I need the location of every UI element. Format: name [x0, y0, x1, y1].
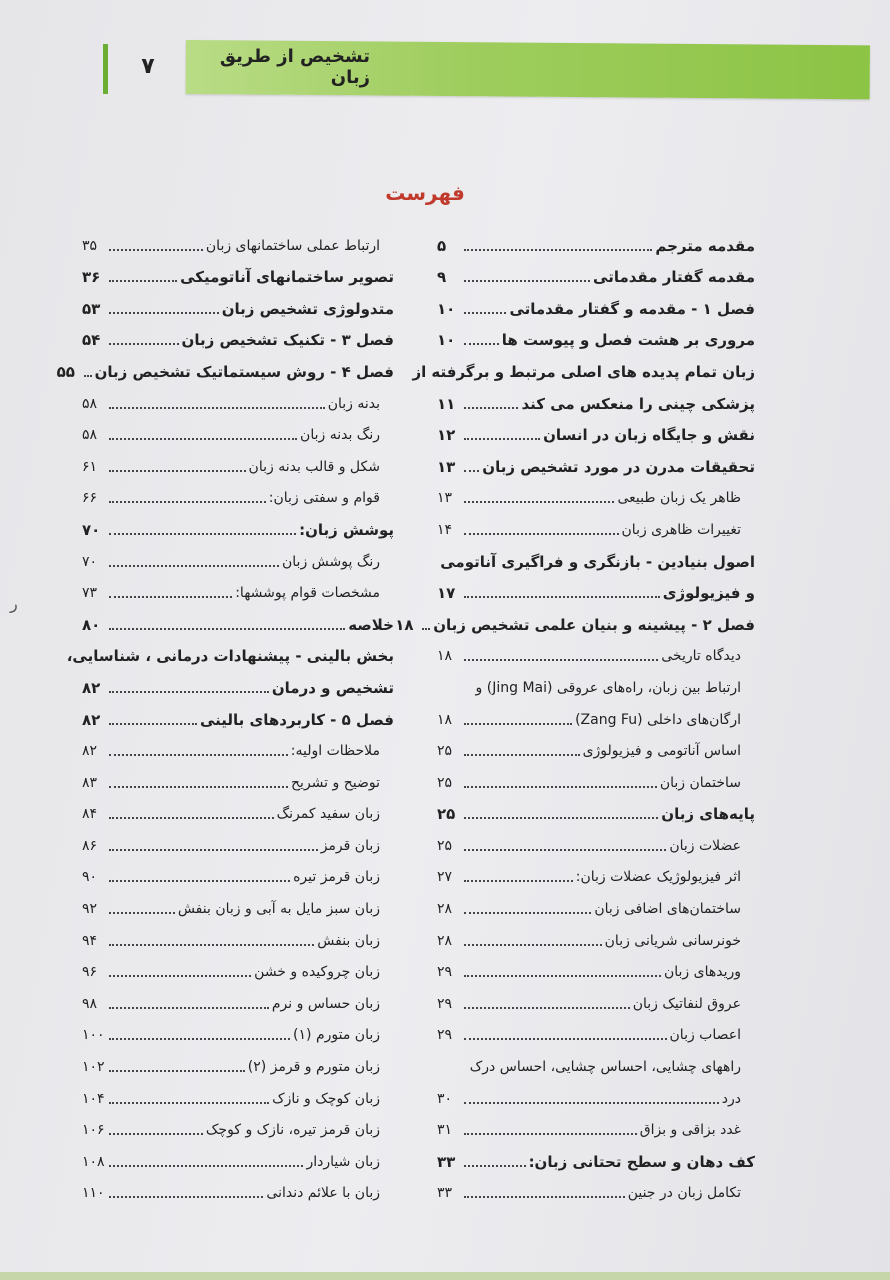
toc-entry-title: زبان تمام پدیده های اصلی مرتبط و برگرفته از [412, 362, 755, 381]
toc-entry [437, 982, 755, 1014]
toc-leader-dots [109, 786, 288, 788]
toc-entry-title: اساس آناتومی و فیزیولوژی [582, 743, 741, 760]
toc-entry-page: ۱۰۸ [82, 1153, 105, 1170]
toc-leader-dots [109, 691, 269, 693]
toc-entry [437, 919, 755, 951]
toc-leader-dots [464, 533, 619, 535]
toc-left-column [56, 224, 394, 1203]
toc-entry [82, 603, 394, 635]
toc-entry [82, 951, 394, 983]
toc-entry [437, 1014, 755, 1046]
toc-leader-dots [109, 249, 203, 251]
toc-entry-title: ساختمان زبان [659, 774, 741, 791]
toc-entry [82, 1077, 394, 1109]
toc-leader-dots [464, 975, 661, 977]
toc-entry [437, 256, 755, 288]
toc-leader-dots [109, 565, 279, 567]
toc-entry-title: زبان بنفش [317, 932, 380, 949]
toc-leader-dots [109, 975, 251, 977]
toc-entry [82, 540, 394, 572]
toc-leader-dots [109, 849, 318, 851]
toc-entry-title: نقش و جایگاه زبان در انسان [543, 426, 755, 445]
header-title: تشخیص از طریق زبان [219, 46, 370, 88]
toc-entry-page: ۲۵ [437, 743, 453, 760]
toc-leader-dots [464, 501, 614, 503]
toc-entry [437, 698, 755, 730]
toc-entry-page: ۵ [437, 236, 447, 255]
toc-entry-page: ۱۲ [437, 426, 456, 445]
toc-entry-title: زبان چروکیده و خشن [254, 964, 380, 981]
toc-leader-dots [109, 1038, 290, 1040]
toc-entry-title: راههای چشایی، احساس چشایی، احساس درک [469, 1059, 741, 1076]
toc-entry [82, 666, 394, 698]
toc-entry [437, 508, 755, 540]
toc-entry-page: ۶۱ [82, 458, 98, 475]
toc-leader-dots [109, 880, 290, 882]
toc-entry [82, 256, 394, 288]
toc-entry [82, 508, 394, 540]
toc-entry [437, 224, 755, 256]
toc-leader-dots [109, 1165, 303, 1167]
toc-entry-title: مروری بر هشت فصل و پیوست ها [501, 331, 755, 350]
toc-entry [82, 1045, 394, 1077]
toc-leader-dots [109, 1102, 269, 1104]
toc-leader-dots [464, 659, 658, 661]
toc-entry-page: ۱۸ [437, 648, 453, 665]
toc-entry-title: زبان قرمز [320, 837, 380, 854]
toc-entry-title: فصل ۱ - مقدمه و گفتار مقدماتی [509, 299, 755, 318]
toc-entry-title: فصل ۵ - کاربردهای بالینی [199, 710, 394, 729]
toc-leader-dots [109, 1007, 269, 1009]
toc-entry [82, 382, 394, 414]
toc-leader-dots [464, 1007, 630, 1009]
toc-entry-page: ۱۰ [437, 299, 456, 318]
toc-leader-dots [464, 249, 652, 251]
toc-entry-title: کف دهان و سطح تحتانی زبان: [528, 1152, 755, 1171]
toc-entry-title: مشخصات قوام پوششها: [235, 585, 380, 602]
toc-leader-dots [109, 1133, 203, 1135]
toc-entry-title: دیدگاه تاریخی [661, 648, 741, 665]
margin-mark: ر [10, 594, 18, 613]
toc-entry-page: ۶۶ [82, 490, 98, 507]
toc-entry [437, 730, 755, 762]
toc-entry-title: زبان شیاردار [306, 1153, 380, 1170]
toc-entry-page: ۱۰ [437, 331, 456, 350]
toc-entry-page: ۲۸ [437, 901, 453, 918]
toc-entry [82, 414, 394, 446]
toc-entry [82, 477, 394, 509]
toc-entry-title: توضیح و تشریح [291, 774, 380, 791]
toc-entry-page: ۱۱ [437, 394, 456, 413]
toc-leader-dots [464, 438, 540, 440]
toc-entry [412, 350, 755, 382]
toc-entry [437, 1077, 755, 1109]
toc-entry-title: زبان حساس و نرم [271, 995, 380, 1012]
toc-leader-dots [109, 628, 345, 630]
chapter-marker [103, 44, 108, 94]
toc-entry-title: پزشکی چینی را منعکس می کند [521, 394, 755, 413]
toc-entry [82, 1172, 394, 1204]
toc-entry-title: رنگ بدنه زبان [300, 427, 380, 444]
toc-entry [82, 287, 394, 319]
toc-entry-title: زبان سبز مایل به آبی و زبان بنفش [177, 901, 380, 918]
toc-entry-title: وریدهای زبان [663, 964, 741, 981]
toc-entry-page: ۸۲ [82, 678, 101, 697]
toc-leader-dots [109, 944, 314, 946]
toc-leader-dots [464, 470, 479, 472]
toc-entry-title: تکامل زبان در جنین [627, 1185, 741, 1202]
toc-leader-dots [464, 1133, 637, 1135]
toc-entry [82, 698, 394, 730]
toc-entry [437, 793, 755, 825]
toc-entry-page: ۱۸ [437, 711, 453, 728]
toc-leader-dots [109, 754, 288, 756]
toc-entry-title: زبان سفید کمرنگ [276, 806, 380, 823]
toc-entry [82, 1140, 394, 1172]
toc-leader-dots [464, 280, 590, 282]
toc-entry [82, 761, 394, 793]
toc-entry-title: بخش بالینی - پیشنهادات درمانی ، شناسایی، [66, 647, 394, 666]
toc-entry-title: ارگان‌های داخلی (Zang Fu) [575, 711, 741, 728]
toc-entry [82, 793, 394, 825]
toc-entry-page: ۲۵ [437, 805, 456, 824]
toc-leader-dots [109, 912, 175, 914]
toc-entry-title: فصل ۳ - تکنیک تشخیص زبان [181, 331, 394, 350]
toc-entry [82, 1014, 394, 1046]
toc-entry [437, 1172, 755, 1204]
toc-entry [437, 382, 755, 414]
toc-entry-page: ۹۰ [82, 869, 98, 886]
toc-entry-page: ۳۱ [437, 1122, 453, 1139]
toc-entry-title: متدولوژی تشخیص زبان [221, 299, 394, 318]
toc-leader-dots [464, 912, 591, 914]
toc-entry-title: شکل و قالب بدنه زبان [248, 458, 380, 475]
toc-leader-dots [109, 312, 219, 314]
toc-entry [82, 824, 394, 856]
toc-entry [82, 887, 394, 919]
toc-entry-page: ۳۳ [437, 1152, 456, 1171]
toc-entry [437, 319, 755, 351]
toc-heading: فهرست [385, 181, 465, 205]
toc-leader-dots [464, 407, 518, 409]
toc-entry [66, 635, 394, 667]
toc-entry [437, 856, 755, 888]
toc-entry-page: ۱۰۶ [82, 1122, 105, 1139]
toc-leader-dots [109, 533, 296, 535]
toc-entry [437, 287, 755, 319]
toc-entry-page: ۵۵ [56, 362, 75, 381]
toc-entry [82, 572, 394, 604]
toc-entry-page: ۲۵ [437, 774, 453, 791]
bottom-edge [0, 1272, 890, 1280]
toc-entry-title: تشخیص و درمان [271, 678, 394, 697]
toc-entry-title: عضلات زبان [669, 837, 741, 854]
toc-entry-page: ۱۰۴ [82, 1090, 105, 1107]
toc-entry-title: زبان متورم (۱) [293, 1027, 380, 1044]
toc-entry-page: ۳۳ [437, 1185, 453, 1202]
toc-entry-page: ۸۲ [82, 743, 98, 760]
toc-leader-dots [464, 944, 602, 946]
toc-entry-title: درد [721, 1090, 741, 1107]
toc-entry-title: غدد بزاقی و بزاق [639, 1122, 741, 1139]
toc-entry-title: تغییرات ظاهری زبان [621, 521, 741, 538]
toc-entry-page: ۷۰ [82, 553, 98, 570]
toc-entry-page: ۷۳ [82, 585, 98, 602]
toc-entry [82, 856, 394, 888]
toc-entry-title: تحقیقات مدرن در مورد تشخیص زبان [482, 457, 755, 476]
toc-entry-title: زبان قرمز تیره، نازک و کوچک [205, 1122, 380, 1139]
toc-entry-page: ۹۲ [82, 901, 98, 918]
toc-entry-page: ۲۸ [437, 932, 453, 949]
toc-leader-dots [109, 596, 232, 598]
toc-entry [437, 666, 755, 698]
toc-entry-title: فصل ۴ - روش سیستماتیک تشخیص زبان [94, 362, 394, 381]
toc-entry-title: ساختمان‌های اضافی زبان [594, 901, 741, 918]
toc-entry [437, 572, 755, 604]
toc-entry-title: ظاهر یک زبان طبیعی [617, 490, 741, 507]
toc-entry [437, 414, 755, 446]
toc-entry-title: پایه‌های زبان [661, 805, 755, 824]
toc-entry [437, 951, 755, 983]
toc-leader-dots [464, 754, 580, 756]
toc-leader-dots [84, 375, 92, 377]
toc-entry-page: ۱۰۰ [82, 1027, 105, 1044]
toc-entry-page: ۳۵ [82, 237, 98, 254]
toc-entry-page: ۱۷ [437, 584, 456, 603]
toc-entry [437, 635, 755, 667]
toc-entry-title: تصویر ساختمانهای آناتومیکی [180, 268, 394, 287]
page-number: ۷ [141, 54, 155, 79]
toc-entry-title: خلاصه [348, 615, 394, 634]
toc-entry-title: زبان کوچک و نازک [272, 1090, 380, 1107]
toc-entry-title: زبان متورم و قرمز (۲) [247, 1059, 380, 1076]
toc-entry [437, 1109, 755, 1141]
toc-entry-title: ارتباط بین زبان، راه‌های عروقی (Jing Mai) و [475, 679, 741, 696]
toc-entry-page: ۱۳ [437, 490, 453, 507]
toc-leader-dots [464, 723, 572, 725]
toc-entry [82, 319, 394, 351]
toc-entry-page: ۷۰ [82, 520, 101, 539]
toc-entry-title: مقدمه مترجم [655, 236, 755, 255]
toc-leader-dots [464, 880, 573, 882]
toc-leader-dots [464, 1165, 526, 1167]
toc-entry-title: اصول بنیادین - بازنگری و فراگیری آناتومی [440, 552, 755, 571]
toc-entry [56, 350, 394, 382]
toc-leader-dots [464, 1038, 667, 1040]
toc-entry [437, 824, 755, 856]
toc-leader-dots [109, 470, 246, 472]
toc-entry-page: ۲۷ [437, 869, 453, 886]
toc-entry-page: ۹ [437, 268, 447, 287]
toc-entry [437, 445, 755, 477]
toc-leader-dots [109, 1070, 245, 1072]
toc-leader-dots [464, 596, 660, 598]
toc-leader-dots [422, 628, 430, 630]
toc-entry [82, 1109, 394, 1141]
toc-leader-dots [464, 786, 657, 788]
toc-entry [82, 982, 394, 1014]
toc-entry-page: ۱۰۲ [82, 1059, 105, 1076]
toc-entry [82, 445, 394, 477]
toc-entry [437, 540, 755, 572]
toc-leader-dots [109, 343, 179, 345]
toc-entry-title: ملاحظات اولیه: [290, 743, 380, 760]
toc-leader-dots [464, 343, 499, 345]
toc-leader-dots [109, 1196, 263, 1198]
toc-leader-dots [464, 1102, 719, 1104]
toc-entry-title: زبان قرمز تیره [293, 869, 380, 886]
toc-entry-page: ۸۶ [82, 837, 98, 854]
toc-leader-dots [464, 1196, 625, 1198]
toc-entry-title: فصل ۲ - پیشینه و بنیان علمی تشخیص زبان [433, 615, 755, 634]
toc-entry-page: ۹۸ [82, 995, 98, 1012]
toc-entry-title: و فیزیولوژی [662, 584, 755, 603]
toc-entry-title: پوشش زبان: [299, 520, 394, 539]
toc-entry-page: ۹۶ [82, 964, 98, 981]
toc-leader-dots [109, 280, 177, 282]
toc-entry-title: مقدمه گفتار مقدماتی [593, 268, 755, 287]
toc-entry-page: ۵۸ [82, 395, 98, 412]
toc-entry [82, 224, 394, 256]
toc-entry-page: ۲۵ [437, 837, 453, 854]
toc-leader-dots [109, 723, 197, 725]
toc-entry-page: ۲۹ [437, 995, 453, 1012]
toc-entry-page: ۱۱۰ [82, 1185, 105, 1202]
toc-entry-title: اعصاب زبان [669, 1027, 741, 1044]
toc-entry-page: ۱۸ [395, 615, 414, 634]
toc-right-column [395, 224, 755, 1203]
toc-entry [437, 477, 755, 509]
toc-entry-title: ارتباط عملی ساختمانهای زبان [205, 237, 380, 254]
toc-entry-title: اثر فیزیولوژیک عضلات زبان: [575, 869, 741, 886]
toc-entry-page: ۸۴ [82, 806, 98, 823]
toc-entry-title: بدنه زبان [327, 395, 380, 412]
toc-entry-title: خونرسانی شریانی زبان [604, 932, 741, 949]
toc-leader-dots [109, 407, 325, 409]
toc-entry-page: ۱۴ [437, 521, 453, 538]
toc-leader-dots [109, 438, 297, 440]
toc-leader-dots [109, 501, 266, 503]
toc-entry-page: ۵۳ [82, 299, 101, 318]
toc-entry-page: ۵۴ [82, 331, 101, 350]
toc-entry [437, 1045, 755, 1077]
toc-entry-page: ۲۹ [437, 964, 453, 981]
toc-leader-dots [464, 817, 658, 819]
toc-entry-page: ۱۳ [437, 457, 456, 476]
toc-entry-title: زبان با علائم دندانی [266, 1185, 380, 1202]
toc-entry-title: عروق لنفاتیک زبان [632, 995, 741, 1012]
toc-entry-title: قوام و سفتی زبان: [268, 490, 380, 507]
toc-entry-page: ۳۶ [82, 268, 101, 287]
toc-entry-page: ۵۸ [82, 427, 98, 444]
toc-entry [82, 919, 394, 951]
toc-entry-page: ۲۹ [437, 1027, 453, 1044]
toc-entry [437, 761, 755, 793]
toc-entry [82, 730, 394, 762]
toc-entry-page: ۸۲ [82, 710, 101, 729]
toc-leader-dots [464, 849, 666, 851]
toc-leader-dots [109, 817, 274, 819]
toc-entry [395, 603, 755, 635]
toc-entry-page: ۳۰ [437, 1090, 453, 1107]
toc-entry-page: ۸۳ [82, 774, 98, 791]
toc-entry-title: رنگ پوشش زبان [282, 553, 380, 570]
toc-entry-page: ۸۰ [82, 615, 101, 634]
toc-leader-dots [464, 312, 506, 314]
toc-entry [437, 887, 755, 919]
toc-entry [437, 1140, 755, 1172]
toc-entry-page: ۹۴ [82, 932, 98, 949]
